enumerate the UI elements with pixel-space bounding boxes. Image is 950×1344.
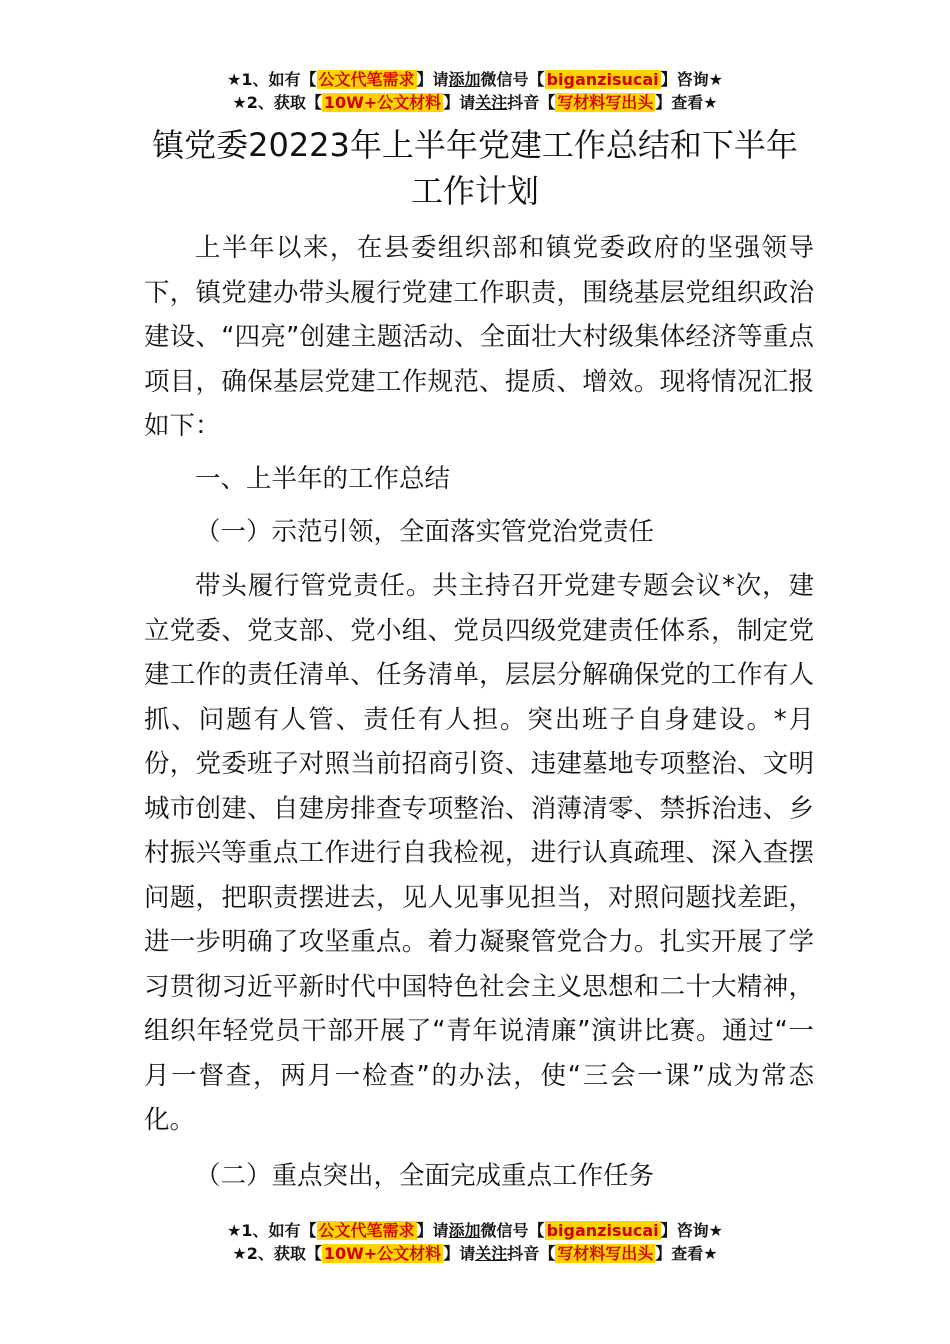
promo-line-1 <box>0 1219 950 1242</box>
promo-text: ★2、获取【 <box>232 93 322 112</box>
promo-text: 抖音【 <box>507 1244 556 1263</box>
subsection-1-body: 带头履行管党责任。共主持召开党建专题会议*次，建立党委、党支部、党小组、党员四级党建责任体系，制定党建工作的责任清单、任务清单，层层分解确保党的工作有人抓、问题有人管、责任有人担。突出班子自身建设。*月份，党委班子对照当前招商引资、违建墓地专项整治、文明城市创建、自建房排查专项整治、消薄清零、禁拆治违、乡村振兴等重点工作进行自我检视，进行认真疏理、深入查摆问题，把职责摆进去，见人见事见担当，对照问题找差距，进一步明确了攻坚重点。着力凝聚管党合力。扎实开展了学习贯彻习近平新时代中国特色社会主义思想和二十大精神，组织年轻党员干部开展了“青年说清廉”演讲比赛。通过“一月一督查，两月一检查”的办法，使“三会一课”成为常态化。 <box>144 571 814 1135</box>
promo-line-2 <box>0 1242 950 1265</box>
promo-text: 】请 <box>416 70 449 89</box>
promo-text: 抖音【 <box>507 93 556 112</box>
subsection-heading-2: （二）重点突出，全面完成重点工作任务 <box>195 1161 655 1191</box>
promo-underlined-text: 关注 <box>475 93 508 112</box>
bottom-promo-banner <box>0 1219 950 1265</box>
promo-underlined-text: 添加 <box>448 1221 481 1240</box>
promo-text: 微信号【 <box>480 1221 545 1240</box>
promo-text: 】查看★ <box>655 1244 718 1263</box>
promo-text: 】请 <box>416 1221 449 1240</box>
promo-text: 微信号【 <box>480 70 545 89</box>
promo-text: 】咨询★ <box>660 1221 723 1240</box>
subsection-heading-1: （一）示范引领，全面落实管党治党责任 <box>195 517 655 547</box>
promo-highlight: 10W+公文材料 <box>323 1244 442 1263</box>
promo-highlight: 写材料写出头 <box>557 93 654 112</box>
promo-highlight: 公文代笔需求 <box>318 70 415 89</box>
promo-text: 】请 <box>443 93 476 112</box>
promo-text: ★1、如有【 <box>227 1221 317 1240</box>
promo-highlight: 10W+公文材料 <box>323 93 442 112</box>
promo-highlight: 公文代笔需求 <box>318 1221 415 1240</box>
promo-highlight: 写材料写出头 <box>557 1244 654 1263</box>
promo-highlight: biganzisucai <box>546 1221 659 1240</box>
promo-underlined-text: 添加 <box>448 70 481 89</box>
section-heading-1: 一、上半年的工作总结 <box>195 464 451 494</box>
promo-underlined-text: 关注 <box>475 1244 508 1263</box>
promo-text: ★1、如有【 <box>227 70 317 89</box>
promo-text: 】查看★ <box>655 93 718 112</box>
document-title: 镇党委20223年上半年党建工作总结和下半年工作计划 <box>152 126 798 210</box>
promo-highlight: biganzisucai <box>546 70 659 89</box>
promo-line-2 <box>0 91 950 114</box>
top-promo-banner <box>0 68 950 114</box>
promo-text: 】请 <box>443 1244 476 1263</box>
promo-line-1 <box>0 68 950 91</box>
promo-text: 】咨询★ <box>660 70 723 89</box>
promo-text: ★2、获取【 <box>232 1244 322 1263</box>
intro-paragraph: 上半年以来，在县委组织部和镇党委政府的坚强领导下，镇党建办带头履行党建工作职责，围绕基层党组织政治建设、“四亮”创建主题活动、全面壮大村级集体经济等重点项目，确保基层党建工作规范、提质、增效。现将情况汇报如下： <box>144 233 814 441</box>
